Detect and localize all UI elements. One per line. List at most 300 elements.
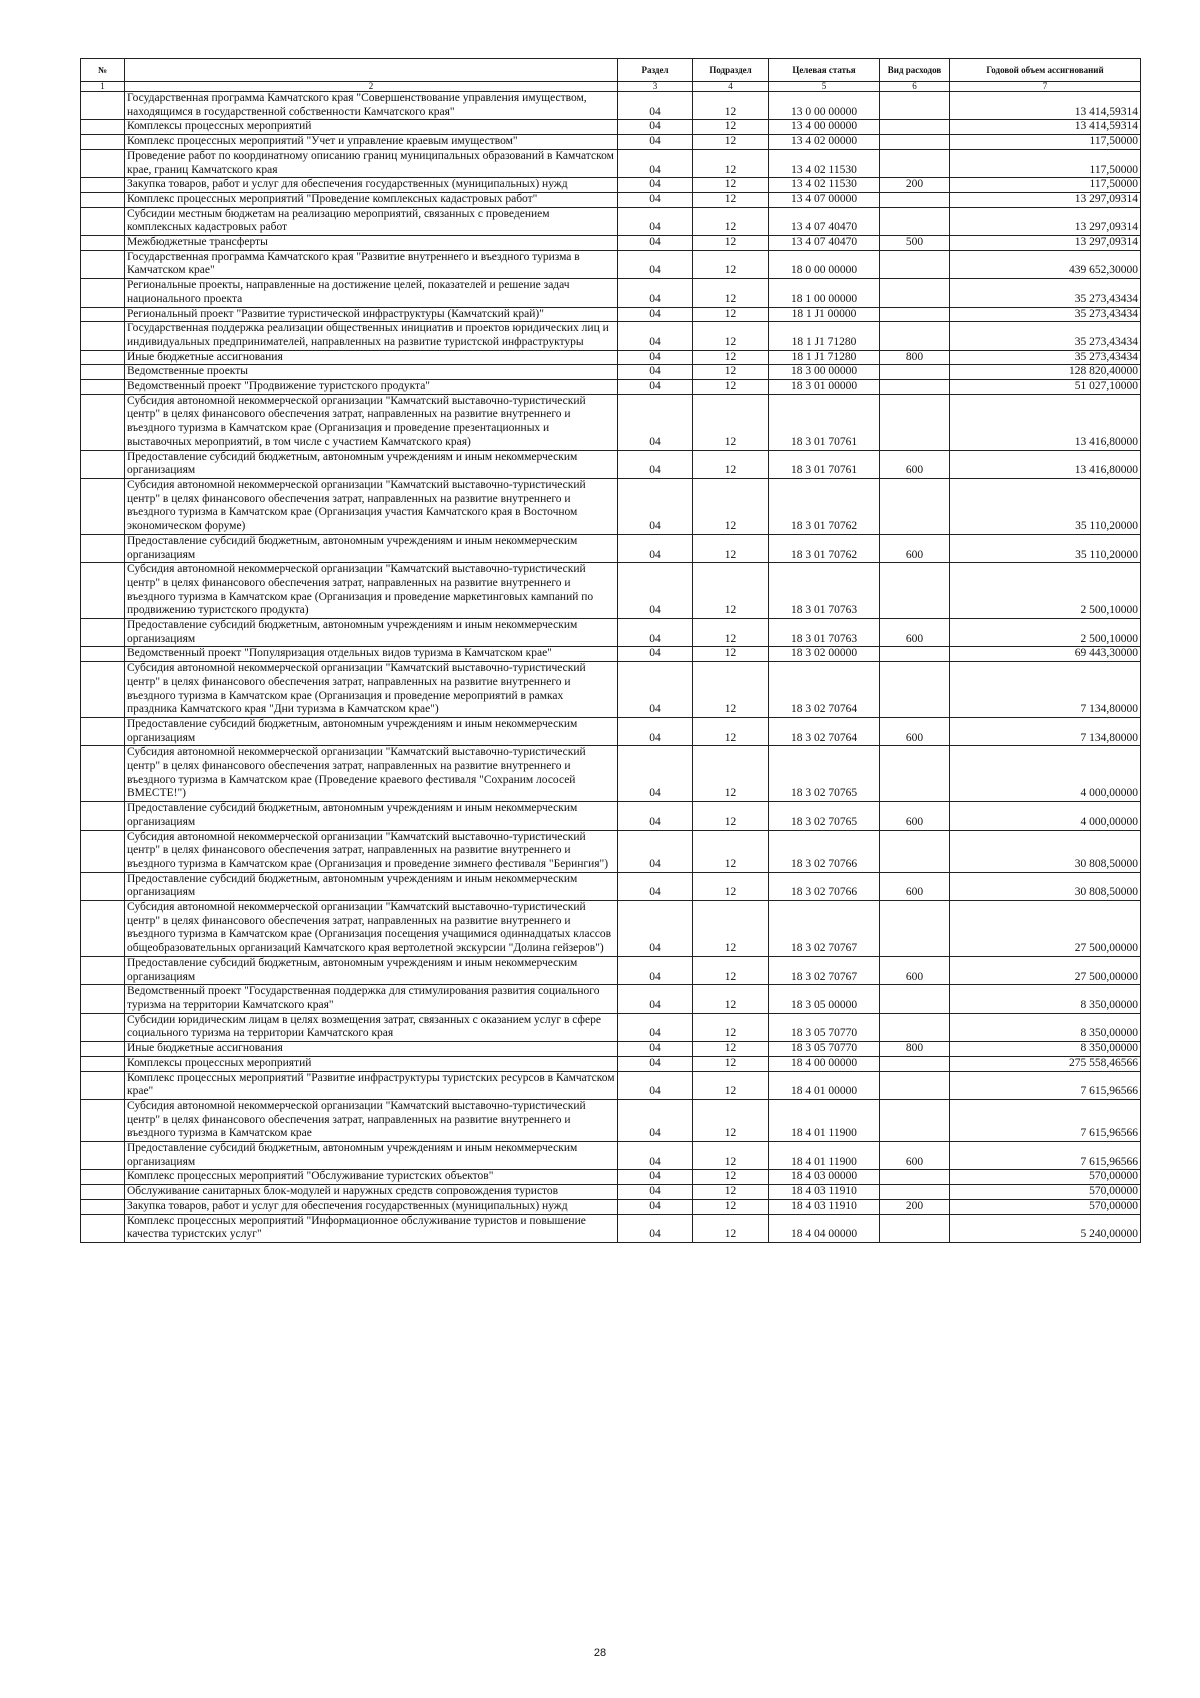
row-target-cell: 18 1 J1 71280 xyxy=(769,322,880,350)
header-amount: Годовой объем ассигнований xyxy=(950,59,1141,82)
row-amount-cell: 8 350,00000 xyxy=(950,985,1141,1013)
table-row xyxy=(81,322,1141,350)
header-subsection: Подраздел xyxy=(693,59,769,82)
row-name-cell: Государственная поддержка реализации общественных инициатив и проектов юридических лиц и индивидуальных предпринимателей, направленных на развитие туристской инфраструктуры xyxy=(125,322,618,350)
row-number-cell xyxy=(81,92,125,120)
row-name-cell: Иные бюджетные ассигнования xyxy=(125,1042,618,1057)
row-target-cell: 18 3 00 00000 xyxy=(769,365,880,380)
row-amount-cell: 30 808,50000 xyxy=(950,872,1141,900)
table-row xyxy=(81,365,1141,380)
row-target-cell: 13 0 00 00000 xyxy=(769,92,880,120)
row-type-cell: 600 xyxy=(880,717,950,745)
table-row xyxy=(81,662,1141,718)
row-subsection-cell: 12 xyxy=(693,1199,769,1214)
row-target-cell: 18 3 02 70766 xyxy=(769,872,880,900)
row-target-cell: 18 4 03 11910 xyxy=(769,1185,880,1200)
row-subsection-cell: 12 xyxy=(693,1056,769,1071)
row-name-cell: Государственная программа Камчатского края "Развитие внутреннего и въездного туризма в Камчатском крае" xyxy=(125,250,618,278)
table-row xyxy=(81,450,1141,478)
row-amount-cell: 35 273,43434 xyxy=(950,350,1141,365)
row-type-cell xyxy=(880,279,950,307)
row-target-cell: 18 4 01 11900 xyxy=(769,1099,880,1141)
row-subsection-cell: 12 xyxy=(693,394,769,450)
row-subsection-cell: 12 xyxy=(693,307,769,322)
row-subsection-cell: 12 xyxy=(693,1099,769,1141)
row-subsection-cell: 12 xyxy=(693,1142,769,1170)
row-type-cell xyxy=(880,1214,950,1242)
row-name-cell: Ведомственный проект "Государственная поддержка для стимулирования развития социального туризма на территории Камчатского края" xyxy=(125,985,618,1013)
row-number-cell xyxy=(81,1071,125,1099)
row-section-cell: 04 xyxy=(618,236,693,251)
table-row xyxy=(81,1056,1141,1071)
row-target-cell: 18 3 01 70761 xyxy=(769,394,880,450)
row-target-cell: 18 1 J1 71280 xyxy=(769,350,880,365)
row-name-cell: Ведомственный проект "Популяризация отдельных видов туризма в Камчатском крае" xyxy=(125,647,618,662)
row-target-cell: 18 3 05 70770 xyxy=(769,1013,880,1041)
row-subsection-cell: 12 xyxy=(693,534,769,562)
row-name-cell: Ведомственные проекты xyxy=(125,365,618,380)
row-number-cell xyxy=(81,717,125,745)
row-section-cell: 04 xyxy=(618,450,693,478)
row-amount-cell: 7 615,96566 xyxy=(950,1142,1141,1170)
row-section-cell: 04 xyxy=(618,250,693,278)
row-type-cell: 600 xyxy=(880,619,950,647)
row-amount-cell: 7 615,96566 xyxy=(950,1099,1141,1141)
row-subsection-cell: 12 xyxy=(693,365,769,380)
row-subsection-cell: 12 xyxy=(693,120,769,135)
row-name-cell: Комплекс процессных мероприятий "Информационное обслуживание туристов и повышение качества туристских услуг" xyxy=(125,1214,618,1242)
row-number-cell xyxy=(81,956,125,984)
row-section-cell: 04 xyxy=(618,901,693,957)
header-row xyxy=(81,59,1141,82)
row-name-cell: Субсидия автономной некоммерческой организации "Камчатский выставочно-туристический центр" в целях финансового обеспечения затрат, направленных на развитие внутреннего и въездного туризма в Камчатском крае (Организация и проведение презентационных и выставочных мероприятий, в том числе с участием Камчатского края) xyxy=(125,394,618,450)
row-target-cell: 18 0 00 00000 xyxy=(769,250,880,278)
row-subsection-cell: 12 xyxy=(693,802,769,830)
row-number-cell xyxy=(81,1142,125,1170)
table-row xyxy=(81,563,1141,619)
row-type-cell xyxy=(880,1170,950,1185)
row-target-cell: 13 4 02 11530 xyxy=(769,178,880,193)
row-type-cell xyxy=(880,1185,950,1200)
row-section-cell: 04 xyxy=(618,1170,693,1185)
table-row xyxy=(81,1142,1141,1170)
row-type-cell xyxy=(880,1099,950,1141)
row-target-cell: 13 4 07 40470 xyxy=(769,236,880,251)
row-number-cell xyxy=(81,478,125,534)
row-section-cell: 04 xyxy=(618,1013,693,1041)
row-number-cell xyxy=(81,830,125,872)
row-name-cell: Ведомственный проект "Продвижение туристского продукта" xyxy=(125,380,618,395)
row-type-cell: 600 xyxy=(880,872,950,900)
row-name-cell: Предоставление субсидий бюджетным, автономным учреждениям и иным некоммерческим организациям xyxy=(125,619,618,647)
row-subsection-cell: 12 xyxy=(693,662,769,718)
row-amount-cell: 7 134,80000 xyxy=(950,662,1141,718)
row-subsection-cell: 12 xyxy=(693,901,769,957)
row-amount-cell: 35 273,43434 xyxy=(950,307,1141,322)
row-number-cell xyxy=(81,647,125,662)
row-type-cell xyxy=(880,746,950,802)
row-section-cell: 04 xyxy=(618,534,693,562)
row-name-cell: Комплексы процессных мероприятий xyxy=(125,120,618,135)
row-number-cell xyxy=(81,872,125,900)
row-section-cell: 04 xyxy=(618,1185,693,1200)
row-number-cell xyxy=(81,192,125,207)
row-type-cell xyxy=(880,1013,950,1041)
row-subsection-cell: 12 xyxy=(693,450,769,478)
row-type-cell: 200 xyxy=(880,1199,950,1214)
row-name-cell: Субсидия автономной некоммерческой организации "Камчатский выставочно-туристический центр" в целях финансового обеспечения затрат, направленных на развитие внутреннего и въездного туризма в Камчатском крае xyxy=(125,1099,618,1141)
table-row xyxy=(81,647,1141,662)
row-subsection-cell: 12 xyxy=(693,956,769,984)
table-row xyxy=(81,192,1141,207)
row-number-cell xyxy=(81,279,125,307)
row-type-cell: 600 xyxy=(880,802,950,830)
row-amount-cell: 35 110,20000 xyxy=(950,478,1141,534)
row-type-cell xyxy=(880,207,950,235)
row-subsection-cell: 12 xyxy=(693,563,769,619)
row-type-cell: 800 xyxy=(880,350,950,365)
row-section-cell: 04 xyxy=(618,746,693,802)
row-name-cell: Субсидия автономной некоммерческой организации "Камчатский выставочно-туристический центр" в целях финансового обеспечения затрат, направленных на развитие внутреннего и въездного туризма в Камчатском крае (Организация и проведение мероприятий в рамках праздника Камчатского края "Дни туризма в Камчатском крае") xyxy=(125,662,618,718)
row-name-cell: Государственная программа Камчатского края "Совершенствование управления имуществом, находящимся в государственной собственности Камчатского края" xyxy=(125,92,618,120)
row-name-cell: Субсидия автономной некоммерческой организации "Камчатский выставочно-туристический центр" в целях финансового обеспечения затрат, направленных на развитие внутреннего и въездного туризма в Камчатском крае (Организация участия Камчатского края в Восточном экономическом форуме) xyxy=(125,478,618,534)
row-type-cell xyxy=(880,120,950,135)
header-section: Раздел xyxy=(618,59,693,82)
row-amount-cell: 27 500,00000 xyxy=(950,956,1141,984)
row-section-cell: 04 xyxy=(618,307,693,322)
row-section-cell: 04 xyxy=(618,802,693,830)
row-subsection-cell: 12 xyxy=(693,207,769,235)
row-number-cell xyxy=(81,1056,125,1071)
row-amount-cell: 13 416,80000 xyxy=(950,394,1141,450)
table-row xyxy=(81,1071,1141,1099)
row-type-cell: 500 xyxy=(880,236,950,251)
row-section-cell: 04 xyxy=(618,380,693,395)
row-target-cell: 18 3 02 70767 xyxy=(769,956,880,984)
row-subsection-cell: 12 xyxy=(693,1013,769,1041)
row-subsection-cell: 12 xyxy=(693,746,769,802)
row-subsection-cell: 12 xyxy=(693,1042,769,1057)
row-amount-cell: 4 000,00000 xyxy=(950,746,1141,802)
row-number-cell xyxy=(81,149,125,177)
row-amount-cell: 4 000,00000 xyxy=(950,802,1141,830)
row-target-cell: 18 1 00 00000 xyxy=(769,279,880,307)
table-row xyxy=(81,307,1141,322)
row-number-cell xyxy=(81,350,125,365)
row-name-cell: Субсидия автономной некоммерческой организации "Камчатский выставочно-туристический центр" в целях финансового обеспечения затрат, направленных на развитие внутреннего и въездного туризма в Камчатском крае (Организация посещения учащимися одиннадцатых классов общеобразовательных организаций Камчатского края вертолетной экскурсии "Долина гейзеров") xyxy=(125,901,618,957)
row-type-cell xyxy=(880,322,950,350)
row-type-cell xyxy=(880,830,950,872)
row-amount-cell: 439 652,30000 xyxy=(950,250,1141,278)
row-name-cell: Субсидии юридическим лицам в целях возмещения затрат, связанных с оказанием услуг в сфере социального туризма на территории Камчатского края xyxy=(125,1013,618,1041)
row-name-cell: Предоставление субсидий бюджетным, автономным учреждениям и иным некоммерческим организациям xyxy=(125,534,618,562)
row-type-cell xyxy=(880,250,950,278)
row-number-cell xyxy=(81,1214,125,1242)
row-amount-cell: 128 820,40000 xyxy=(950,365,1141,380)
row-number-cell xyxy=(81,1185,125,1200)
row-amount-cell: 13 414,59314 xyxy=(950,92,1141,120)
header-name xyxy=(125,59,618,82)
row-number-cell xyxy=(81,120,125,135)
row-section-cell: 04 xyxy=(618,1199,693,1214)
row-subsection-cell: 12 xyxy=(693,1214,769,1242)
row-type-cell xyxy=(880,365,950,380)
row-target-cell: 13 4 07 00000 xyxy=(769,192,880,207)
row-type-cell xyxy=(880,135,950,150)
row-section-cell: 04 xyxy=(618,120,693,135)
row-number-cell xyxy=(81,236,125,251)
row-target-cell: 18 4 01 11900 xyxy=(769,1142,880,1170)
row-target-cell: 18 4 00 00000 xyxy=(769,1056,880,1071)
row-type-cell xyxy=(880,662,950,718)
row-type-cell: 600 xyxy=(880,534,950,562)
row-subsection-cell: 12 xyxy=(693,872,769,900)
row-type-cell xyxy=(880,192,950,207)
row-number-cell xyxy=(81,619,125,647)
table-row xyxy=(81,802,1141,830)
row-type-cell xyxy=(880,478,950,534)
index-cell: 1 xyxy=(81,82,125,92)
table-row xyxy=(81,279,1141,307)
table-row xyxy=(81,1214,1141,1242)
row-section-cell: 04 xyxy=(618,1099,693,1141)
row-number-cell xyxy=(81,534,125,562)
page-number: 28 xyxy=(593,1647,607,1659)
row-number-cell xyxy=(81,985,125,1013)
row-subsection-cell: 12 xyxy=(693,92,769,120)
row-name-cell: Межбюджетные трансферты xyxy=(125,236,618,251)
row-type-cell xyxy=(880,307,950,322)
row-amount-cell: 5 240,00000 xyxy=(950,1214,1141,1242)
index-cell: 7 xyxy=(950,82,1141,92)
table-row xyxy=(81,534,1141,562)
row-number-cell xyxy=(81,1199,125,1214)
row-name-cell: Предоставление субсидий бюджетным, автономным учреждениям и иным некоммерческим организациям xyxy=(125,956,618,984)
row-target-cell: 18 3 02 70765 xyxy=(769,802,880,830)
row-amount-cell: 7 615,96566 xyxy=(950,1071,1141,1099)
row-amount-cell: 7 134,80000 xyxy=(950,717,1141,745)
table-row xyxy=(81,1099,1141,1141)
row-section-cell: 04 xyxy=(618,647,693,662)
row-section-cell: 04 xyxy=(618,830,693,872)
row-target-cell: 18 3 01 70762 xyxy=(769,534,880,562)
row-subsection-cell: 12 xyxy=(693,135,769,150)
row-name-cell: Проведение работ по координатному описанию границ муниципальных образований в Камчатском крае, границ Камчатского края xyxy=(125,149,618,177)
row-number-cell xyxy=(81,365,125,380)
row-amount-cell: 30 808,50000 xyxy=(950,830,1141,872)
row-number-cell xyxy=(81,207,125,235)
table-row xyxy=(81,380,1141,395)
row-section-cell: 04 xyxy=(618,478,693,534)
row-name-cell: Региональные проекты, направленные на достижение целей, показателей и решение задач национального проекта xyxy=(125,279,618,307)
row-amount-cell: 117,50000 xyxy=(950,135,1141,150)
row-target-cell: 18 3 01 70763 xyxy=(769,619,880,647)
table-row xyxy=(81,717,1141,745)
row-number-cell xyxy=(81,450,125,478)
index-cell: 5 xyxy=(769,82,880,92)
row-type-cell xyxy=(880,563,950,619)
table-row xyxy=(81,901,1141,957)
table-row xyxy=(81,207,1141,235)
row-name-cell: Комплекс процессных мероприятий "Учет и управление краевым имуществом" xyxy=(125,135,618,150)
row-number-cell xyxy=(81,1170,125,1185)
row-type-cell: 600 xyxy=(880,956,950,984)
row-section-cell: 04 xyxy=(618,149,693,177)
table-row xyxy=(81,985,1141,1013)
row-amount-cell: 13 297,09314 xyxy=(950,207,1141,235)
row-amount-cell: 13 416,80000 xyxy=(950,450,1141,478)
table-row xyxy=(81,1199,1141,1214)
row-number-cell xyxy=(81,380,125,395)
table-row xyxy=(81,746,1141,802)
row-type-cell: 200 xyxy=(880,178,950,193)
row-target-cell: 18 4 01 00000 xyxy=(769,1071,880,1099)
row-number-cell xyxy=(81,307,125,322)
row-amount-cell: 35 273,43434 xyxy=(950,279,1141,307)
row-amount-cell: 117,50000 xyxy=(950,149,1141,177)
row-target-cell: 18 3 02 70764 xyxy=(769,717,880,745)
row-name-cell: Закупка товаров, работ и услуг для обеспечения государственных (муниципальных) нужд xyxy=(125,178,618,193)
row-subsection-cell: 12 xyxy=(693,250,769,278)
row-number-cell xyxy=(81,250,125,278)
row-section-cell: 04 xyxy=(618,1142,693,1170)
table-row xyxy=(81,250,1141,278)
row-subsection-cell: 12 xyxy=(693,985,769,1013)
table-row xyxy=(81,92,1141,120)
row-subsection-cell: 12 xyxy=(693,647,769,662)
header-type: Вид расходов xyxy=(880,59,950,82)
row-name-cell: Субсидия автономной некоммерческой организации "Камчатский выставочно-туристический центр" в целях финансового обеспечения затрат, направленных на развитие внутреннего и въездного туризма в Камчатском крае (Организация и проведение зимнего фестиваля "Берингия") xyxy=(125,830,618,872)
table-row xyxy=(81,1185,1141,1200)
row-amount-cell: 51 027,10000 xyxy=(950,380,1141,395)
row-section-cell: 04 xyxy=(618,322,693,350)
row-subsection-cell: 12 xyxy=(693,149,769,177)
row-number-cell xyxy=(81,135,125,150)
row-section-cell: 04 xyxy=(618,178,693,193)
row-number-cell xyxy=(81,563,125,619)
row-amount-cell: 13 297,09314 xyxy=(950,236,1141,251)
row-subsection-cell: 12 xyxy=(693,717,769,745)
row-name-cell: Комплекс процессных мероприятий "Развитие инфраструктуры туристских ресурсов в Камчатском крае" xyxy=(125,1071,618,1099)
row-name-cell: Обслуживание санитарных блок-модулей и наружных средств сопровождения туристов xyxy=(125,1185,618,1200)
row-name-cell: Комплексы процессных мероприятий xyxy=(125,1056,618,1071)
row-subsection-cell: 12 xyxy=(693,178,769,193)
row-name-cell: Предоставление субсидий бюджетным, автономным учреждениям и иным некоммерческим организациям xyxy=(125,450,618,478)
row-number-cell xyxy=(81,1042,125,1057)
row-amount-cell: 8 350,00000 xyxy=(950,1042,1141,1057)
row-target-cell: 18 3 02 70765 xyxy=(769,746,880,802)
row-section-cell: 04 xyxy=(618,92,693,120)
row-type-cell xyxy=(880,901,950,957)
row-number-cell xyxy=(81,394,125,450)
row-number-cell xyxy=(81,1099,125,1141)
row-subsection-cell: 12 xyxy=(693,619,769,647)
row-subsection-cell: 12 xyxy=(693,830,769,872)
row-target-cell: 18 3 05 70770 xyxy=(769,1042,880,1057)
row-amount-cell: 69 443,30000 xyxy=(950,647,1141,662)
row-name-cell: Субсидии местным бюджетам на реализацию мероприятий, связанных с проведением комплексных кадастровых работ xyxy=(125,207,618,235)
row-target-cell: 18 3 02 70766 xyxy=(769,830,880,872)
row-target-cell: 13 4 00 00000 xyxy=(769,120,880,135)
row-target-cell: 18 3 05 00000 xyxy=(769,985,880,1013)
index-cell: 2 xyxy=(125,82,618,92)
row-subsection-cell: 12 xyxy=(693,1185,769,1200)
row-section-cell: 04 xyxy=(618,1042,693,1057)
row-type-cell: 800 xyxy=(880,1042,950,1057)
row-target-cell: 13 4 02 11530 xyxy=(769,149,880,177)
row-target-cell: 18 3 02 70764 xyxy=(769,662,880,718)
table-row xyxy=(81,350,1141,365)
row-subsection-cell: 12 xyxy=(693,1071,769,1099)
row-target-cell: 18 3 01 70761 xyxy=(769,450,880,478)
row-section-cell: 04 xyxy=(618,365,693,380)
row-target-cell: 13 4 07 40470 xyxy=(769,207,880,235)
row-type-cell xyxy=(880,394,950,450)
index-row xyxy=(81,82,1141,92)
row-number-cell xyxy=(81,178,125,193)
row-section-cell: 04 xyxy=(618,350,693,365)
row-target-cell: 18 3 01 00000 xyxy=(769,380,880,395)
row-name-cell: Комплекс процессных мероприятий "Обслуживание туристских объектов" xyxy=(125,1170,618,1185)
row-number-cell xyxy=(81,802,125,830)
table-row xyxy=(81,149,1141,177)
row-target-cell: 18 3 01 70762 xyxy=(769,478,880,534)
row-section-cell: 04 xyxy=(618,1071,693,1099)
row-name-cell: Предоставление субсидий бюджетным, автономным учреждениям и иным некоммерческим организациям xyxy=(125,872,618,900)
row-name-cell: Комплекс процессных мероприятий "Проведение комплексных кадастровых работ" xyxy=(125,192,618,207)
row-name-cell: Субсидия автономной некоммерческой организации "Камчатский выставочно-туристический центр" в целях финансового обеспечения затрат, направленных на развитие внутреннего и въездного туризма в Камчатском крае (Проведение краевого фестиваля "Сохраним лососей ВМЕСТЕ!") xyxy=(125,746,618,802)
row-amount-cell: 27 500,00000 xyxy=(950,901,1141,957)
row-target-cell: 18 4 03 00000 xyxy=(769,1170,880,1185)
table-row xyxy=(81,120,1141,135)
row-number-cell xyxy=(81,901,125,957)
row-section-cell: 04 xyxy=(618,619,693,647)
row-section-cell: 04 xyxy=(618,956,693,984)
row-section-cell: 04 xyxy=(618,563,693,619)
row-target-cell: 18 3 02 00000 xyxy=(769,647,880,662)
row-section-cell: 04 xyxy=(618,717,693,745)
row-target-cell: 18 3 01 70763 xyxy=(769,563,880,619)
table-row xyxy=(81,394,1141,450)
row-name-cell: Закупка товаров, работ и услуг для обеспечения государственных (муниципальных) нужд xyxy=(125,1199,618,1214)
row-section-cell: 04 xyxy=(618,135,693,150)
row-name-cell: Иные бюджетные ассигнования xyxy=(125,350,618,365)
table-row xyxy=(81,1042,1141,1057)
row-number-cell xyxy=(81,662,125,718)
row-amount-cell: 13 414,59314 xyxy=(950,120,1141,135)
row-type-cell: 600 xyxy=(880,1142,950,1170)
row-target-cell: 13 4 02 00000 xyxy=(769,135,880,150)
row-amount-cell: 2 500,10000 xyxy=(950,619,1141,647)
row-subsection-cell: 12 xyxy=(693,279,769,307)
row-type-cell xyxy=(880,1071,950,1099)
row-section-cell: 04 xyxy=(618,872,693,900)
row-number-cell xyxy=(81,322,125,350)
table-row xyxy=(81,1170,1141,1185)
row-amount-cell: 117,50000 xyxy=(950,178,1141,193)
row-subsection-cell: 12 xyxy=(693,322,769,350)
row-amount-cell: 570,00000 xyxy=(950,1199,1141,1214)
row-type-cell xyxy=(880,1056,950,1071)
row-number-cell xyxy=(81,1013,125,1041)
table-row xyxy=(81,1013,1141,1041)
row-type-cell xyxy=(880,92,950,120)
table-row xyxy=(81,956,1141,984)
row-subsection-cell: 12 xyxy=(693,478,769,534)
row-section-cell: 04 xyxy=(618,207,693,235)
row-target-cell: 18 1 J1 00000 xyxy=(769,307,880,322)
row-section-cell: 04 xyxy=(618,1056,693,1071)
